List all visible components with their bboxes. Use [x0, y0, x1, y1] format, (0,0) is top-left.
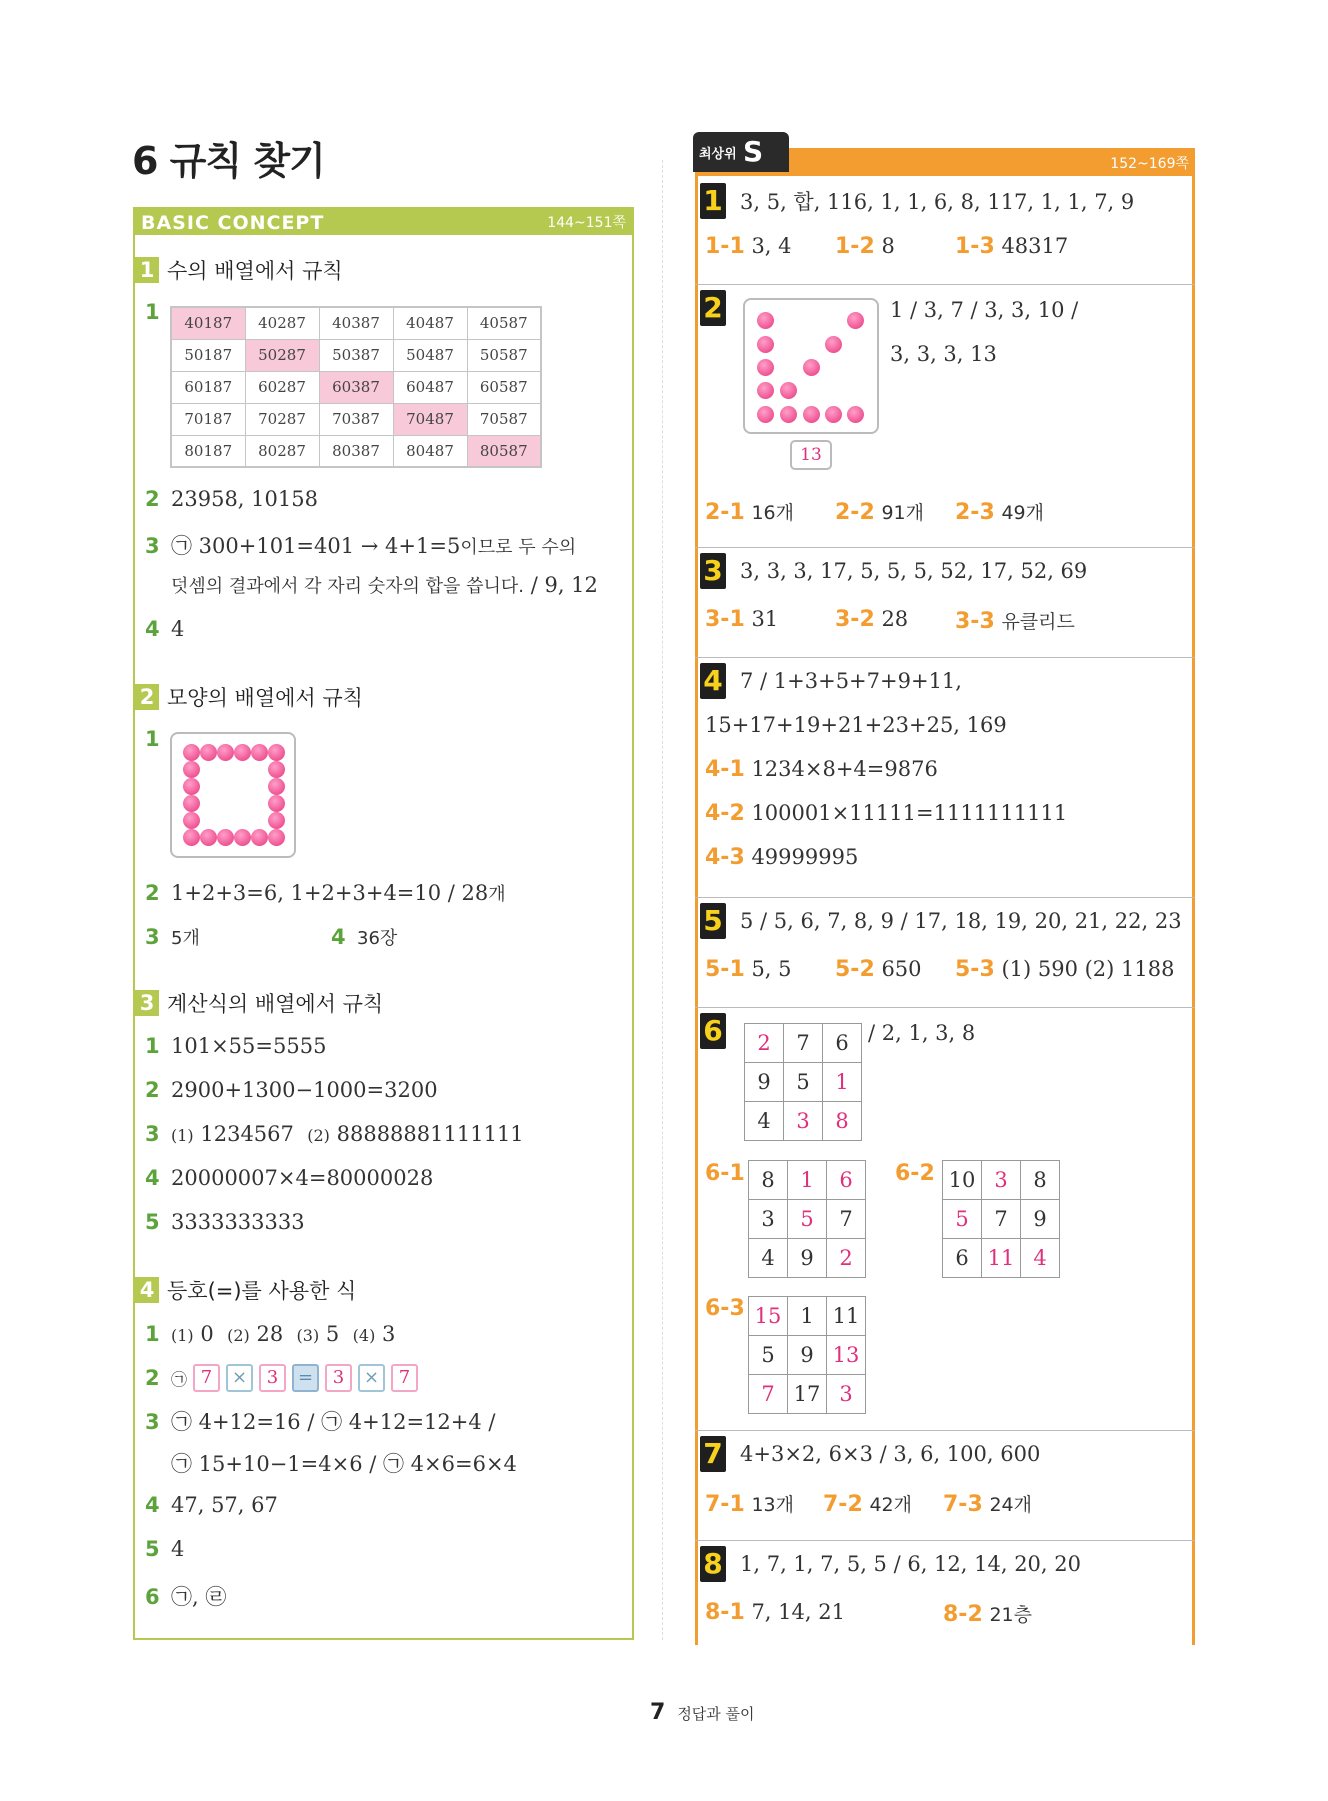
answer: 1 / 3, 7 / 3, 3, 10 / [890, 298, 1079, 322]
dot [847, 312, 864, 329]
dot [183, 812, 200, 829]
answer: 28 [881, 607, 909, 631]
answer: 101×55=5555 [171, 1034, 327, 1058]
answer: 16개 [751, 502, 794, 524]
answer: 4 [171, 617, 185, 641]
table-cell: 60487 [393, 371, 467, 403]
table-cell: 80487 [393, 435, 467, 467]
answer: ㉠, ㉣ [171, 1585, 227, 1609]
section-3-heading [135, 988, 383, 1018]
question-number: 2 [145, 881, 160, 905]
answer-box: 7 [193, 1364, 220, 1392]
answer: 49개 [1001, 502, 1044, 524]
dot [803, 359, 820, 376]
s-logo-icon: S [743, 135, 764, 168]
answer: 49999995 [751, 845, 859, 869]
sub-problem-label: 7-2 [823, 1492, 863, 1517]
question-number: 3 [145, 1122, 160, 1146]
sub-problem-label: 4-3 [705, 845, 745, 870]
section-4-heading [135, 1275, 356, 1305]
grid-cell: 17 [788, 1375, 827, 1414]
question-number: 4 [145, 617, 160, 641]
equals-box: = [292, 1364, 319, 1392]
grid-cell: 7 [827, 1200, 866, 1239]
sub-problem-label: 6-1 [705, 1161, 745, 1186]
answer: ㉠ 300+101=401 → 4+1=5 [171, 534, 461, 558]
grid-cell: 11 [982, 1239, 1021, 1278]
table-cell: 70487 [393, 403, 467, 435]
grid-cell: 8 [823, 1102, 862, 1141]
section-1-heading [135, 255, 343, 285]
sub-problem-label: 4-2 [705, 801, 745, 826]
grid-cell: 1 [823, 1063, 862, 1102]
question-number: 6 [145, 1585, 160, 1609]
answer: 4 [171, 1537, 185, 1561]
question-number: 2 [145, 1078, 160, 1102]
grid-cell: 6 [823, 1024, 862, 1063]
magic-square [748, 1296, 866, 1414]
dot [268, 795, 285, 812]
tab-label: 최상위 [699, 147, 737, 162]
dot [268, 744, 285, 761]
sub-problem-label: 2-1 [705, 500, 745, 525]
answer: 5 [325, 1322, 340, 1346]
dot [757, 382, 774, 399]
top-level-tab [693, 132, 789, 172]
answer: 7 / 1+3+5+7+9+11, [740, 669, 962, 693]
table-cell: 80187 [171, 435, 245, 467]
table-cell: 80287 [245, 435, 319, 467]
sub-problem-label: 6-2 [895, 1161, 935, 1186]
dot [825, 406, 842, 423]
answer: 3, 5, 합, 116, 1, 1, 6, 8, 117, 1, 1, 7, 9 [740, 190, 1135, 214]
grid-cell: 5 [943, 1200, 982, 1239]
question-number: 1 [145, 300, 160, 324]
sub-problem-label: 8-1 [705, 1600, 745, 1625]
grid-cell: 6 [943, 1239, 982, 1278]
operator-box: × [358, 1364, 385, 1392]
answer: 88888881111111 [336, 1122, 524, 1146]
grid-cell: 8 [749, 1161, 788, 1200]
sub-problem-label: 6-3 [705, 1296, 745, 1321]
grid-cell: 3 [749, 1200, 788, 1239]
question-number: 4 [145, 1493, 160, 1517]
answer: 15+17+19+21+23+25, 169 [705, 713, 1007, 737]
dot-l-figure [743, 298, 879, 434]
answer: 36장 [357, 928, 398, 949]
grid-cell: 7 [784, 1024, 823, 1063]
problem-badge: 2 [700, 290, 726, 326]
dot [183, 829, 200, 846]
answer: 21층 [989, 1604, 1032, 1626]
table-cell: 50187 [171, 339, 245, 371]
question-number: 2 [145, 1366, 160, 1390]
answer: 5, 5 [751, 957, 792, 981]
table-cell: 60187 [171, 371, 245, 403]
problem-badge: 7 [700, 1436, 726, 1472]
answer: 5개 [171, 928, 200, 949]
table-cell: 40287 [245, 307, 319, 339]
table-cell: 80387 [319, 435, 393, 467]
answer-box: 3 [325, 1364, 352, 1392]
table-cell: 50387 [319, 339, 393, 371]
table-cell: 40587 [467, 307, 541, 339]
section-title: 수의 배열에서 규칙 [167, 259, 343, 283]
question-number: 3 [145, 1410, 160, 1434]
grid-cell: 3 [827, 1375, 866, 1414]
sub-problem-label: 2-3 [955, 500, 995, 525]
grid-cell: 5 [784, 1063, 823, 1102]
sub-problem-label: 1-2 [835, 234, 875, 259]
sub-number: (3) [296, 1326, 320, 1345]
table-cell: 40187 [171, 307, 245, 339]
answer: 47, 57, 67 [171, 1493, 278, 1517]
magic-square [748, 1160, 866, 1278]
dot [200, 829, 217, 846]
column-divider [662, 160, 663, 1640]
dot [183, 744, 200, 761]
table-cell: 40487 [393, 307, 467, 339]
sub-problem-label: 7-3 [943, 1492, 983, 1517]
question-number: 3 [145, 925, 160, 949]
dot [217, 744, 234, 761]
grid-cell: 4 [749, 1239, 788, 1278]
answer: 4+3×2, 6×3 / 3, 6, 100, 600 [740, 1442, 1041, 1466]
answer: 1234567 [200, 1122, 294, 1146]
separator [695, 1007, 1195, 1008]
section-number: 1 [135, 257, 159, 283]
grid-cell: 4 [745, 1102, 784, 1141]
sub-number: (2) [227, 1326, 250, 1345]
page-range: 144~151쪽 [547, 215, 626, 231]
sub-number: (1) [171, 1326, 194, 1345]
grid-cell: 3 [784, 1102, 823, 1141]
problem-badge: 5 [700, 903, 726, 939]
table-cell: 70587 [467, 403, 541, 435]
grid-cell: 7 [749, 1375, 788, 1414]
answer: 2900+1300−1000=3200 [171, 1078, 438, 1102]
section-2-heading [135, 682, 363, 712]
problem-badge: 3 [700, 553, 726, 589]
sub-problem-label: 5-2 [835, 957, 875, 982]
answer-text: 덧셈의 결과에서 각 자리 숫자의 합을 씁니다. [171, 576, 525, 597]
dot [183, 795, 200, 812]
separator [695, 284, 1195, 285]
count-box: 13 [790, 440, 832, 470]
sub-problem-label: 3-1 [705, 607, 745, 632]
answer: 31 [751, 607, 779, 631]
table-cell: 80587 [467, 435, 541, 467]
question-number: 1 [145, 727, 160, 751]
answer: 1234×8+4=9876 [751, 757, 938, 781]
question-number: 5 [145, 1210, 160, 1234]
dot [251, 829, 268, 846]
table-cell: 40387 [319, 307, 393, 339]
operator-box: × [226, 1364, 253, 1392]
sub-problem-label: 7-1 [705, 1492, 745, 1517]
separator [695, 547, 1195, 548]
grid-cell: 4 [1021, 1239, 1060, 1278]
sub-problem-label: 5-1 [705, 957, 745, 982]
dot [251, 744, 268, 761]
question-number: 1 [145, 1034, 160, 1058]
grid-cell: 13 [827, 1336, 866, 1375]
answer: / 2, 1, 3, 8 [868, 1021, 976, 1045]
answer: 3, 3, 3, 13 [890, 342, 997, 366]
answer: 48317 [1001, 234, 1069, 258]
basic-concept-header [133, 207, 634, 235]
answer: 유클리드 [1001, 611, 1075, 633]
header-title: BASIC CONCEPT [141, 212, 325, 234]
grid-cell: 2 [827, 1239, 866, 1278]
separator [695, 1430, 1195, 1431]
dot [268, 761, 285, 778]
grid-cell: 10 [943, 1161, 982, 1200]
grid-cell: 15 [749, 1297, 788, 1336]
table-cell: 60387 [319, 371, 393, 403]
section-title: 등호(=)를 사용한 식 [167, 1279, 357, 1303]
grid-cell: 5 [749, 1336, 788, 1375]
example-mark: ㉠ [171, 1369, 188, 1389]
answer: 100001×11111=1111111111 [751, 801, 1068, 825]
dot [757, 312, 774, 329]
sub-problem-label: 5-3 [955, 957, 995, 982]
table-cell: 60287 [245, 371, 319, 403]
table-cell: 70287 [245, 403, 319, 435]
answer: ㉠ 4+12=16 / ㉠ 4+12=12+4 / [171, 1410, 496, 1434]
answer: 20000007×4=80000028 [171, 1166, 434, 1190]
answer: 5 / 5, 6, 7, 8, 9 / 17, 18, 19, 20, 21, 22, 23 [740, 909, 1182, 933]
sub-problem-label: 3-2 [835, 607, 875, 632]
grid-cell: 3 [982, 1161, 1021, 1200]
magic-square [942, 1160, 1060, 1278]
answer: 0 [200, 1322, 214, 1346]
table-cell: 50587 [467, 339, 541, 371]
answer-2-row [145, 1364, 424, 1392]
answer: 3 [382, 1322, 396, 1346]
number-table [170, 306, 542, 468]
problem-badge: 1 [700, 183, 726, 219]
grid-cell: 7 [982, 1200, 1021, 1239]
dot [847, 406, 864, 423]
dot [268, 778, 285, 795]
answer: 91개 [881, 502, 924, 524]
answer-unit: 개 [488, 884, 506, 905]
grid-cell: 1 [788, 1297, 827, 1336]
grid-cell: 6 [827, 1161, 866, 1200]
dot [183, 761, 200, 778]
dot [183, 778, 200, 795]
dot [757, 359, 774, 376]
answer: 24개 [989, 1494, 1032, 1516]
answer: 13개 [751, 1494, 794, 1516]
table-cell: 50487 [393, 339, 467, 371]
page-footer [650, 1700, 755, 1725]
dot-square-figure [170, 732, 296, 858]
sub-number: (4) [352, 1326, 376, 1345]
answer: 3333333333 [171, 1210, 305, 1234]
section-title: 모양의 배열에서 규칙 [167, 686, 363, 710]
answer-box: 7 [391, 1364, 418, 1392]
grid-cell: 9 [788, 1239, 827, 1278]
footer-label: 정답과 풀이 [677, 1705, 755, 1723]
answer: / 9, 12 [524, 573, 598, 597]
dot [825, 336, 842, 353]
sub-number: (1) [171, 1126, 194, 1145]
question-number: 4 [331, 925, 346, 949]
answer-text: 이므로 두 수의 [460, 537, 577, 558]
question-number: 3 [145, 534, 160, 558]
table-cell: 50287 [245, 339, 319, 371]
answer: 1+2+3=6, 1+2+3+4=10 / 28 [171, 881, 489, 905]
dot [803, 406, 820, 423]
grid-cell: 2 [745, 1024, 784, 1063]
sub-problem-label: 1-1 [705, 234, 745, 259]
separator [695, 897, 1195, 898]
problem-badge: 8 [700, 1546, 726, 1582]
question-number: 2 [145, 487, 160, 511]
question-number: 5 [145, 1537, 160, 1561]
dot [200, 744, 217, 761]
answer: 650 [881, 957, 922, 981]
chapter-title: 6 규칙 찾기 [132, 139, 325, 183]
page-number: 7 [650, 1700, 666, 1725]
dot [780, 406, 797, 423]
answer: 7, 14, 21 [751, 1600, 845, 1624]
table-cell: 70187 [171, 403, 245, 435]
question-number: 4 [145, 1166, 160, 1190]
separator [695, 1540, 1195, 1541]
section-title: 계산식의 배열에서 규칙 [167, 992, 384, 1016]
sub-problem-label: 4-1 [705, 757, 745, 782]
sub-number: (2) [307, 1126, 330, 1145]
section-number: 4 [135, 1277, 159, 1303]
answer: 8 [881, 234, 895, 258]
grid-cell: 8 [1021, 1161, 1060, 1200]
answer: ㉠ 15+10−1=4×6 / ㉠ 4×6=6×4 [171, 1452, 517, 1476]
problem-badge: 4 [700, 663, 726, 699]
separator [695, 657, 1195, 658]
answer-box: 3 [259, 1364, 286, 1392]
sub-problem-label: 3-3 [955, 609, 995, 634]
table-cell: 60587 [467, 371, 541, 403]
answer: 42개 [869, 1494, 912, 1516]
table-cell: 70387 [319, 403, 393, 435]
dot [780, 382, 797, 399]
answer: 3, 3, 3, 17, 5, 5, 5, 52, 17, 52, 69 [740, 559, 1088, 583]
section-number: 2 [135, 684, 159, 710]
grid-cell: 1 [788, 1161, 827, 1200]
dot [757, 406, 774, 423]
answer: 23958, 10158 [171, 487, 318, 511]
answer: (1) 590 (2) 1188 [1001, 957, 1175, 981]
question-number: 1 [145, 1322, 160, 1346]
problem-badge: 6 [700, 1013, 726, 1049]
grid-cell: 9 [745, 1063, 784, 1102]
dot [234, 744, 251, 761]
dot [268, 812, 285, 829]
answer: 28 [256, 1322, 284, 1346]
dot [268, 829, 285, 846]
grid-cell: 9 [788, 1336, 827, 1375]
grid-cell: 11 [827, 1297, 866, 1336]
magic-square [744, 1023, 862, 1141]
grid-cell: 9 [1021, 1200, 1060, 1239]
dot [757, 336, 774, 353]
page-range: 152~169쪽 [1110, 156, 1189, 172]
section-number: 3 [135, 990, 159, 1016]
sub-problem-label: 8-2 [943, 1602, 983, 1627]
dot [217, 829, 234, 846]
sub-problem-label: 1-3 [955, 234, 995, 259]
answer: 1, 7, 1, 7, 5, 5 / 6, 12, 14, 20, 20 [740, 1552, 1081, 1576]
answer: 3, 4 [751, 234, 792, 258]
dot [234, 829, 251, 846]
grid-cell: 5 [788, 1200, 827, 1239]
sub-problem-label: 2-2 [835, 500, 875, 525]
